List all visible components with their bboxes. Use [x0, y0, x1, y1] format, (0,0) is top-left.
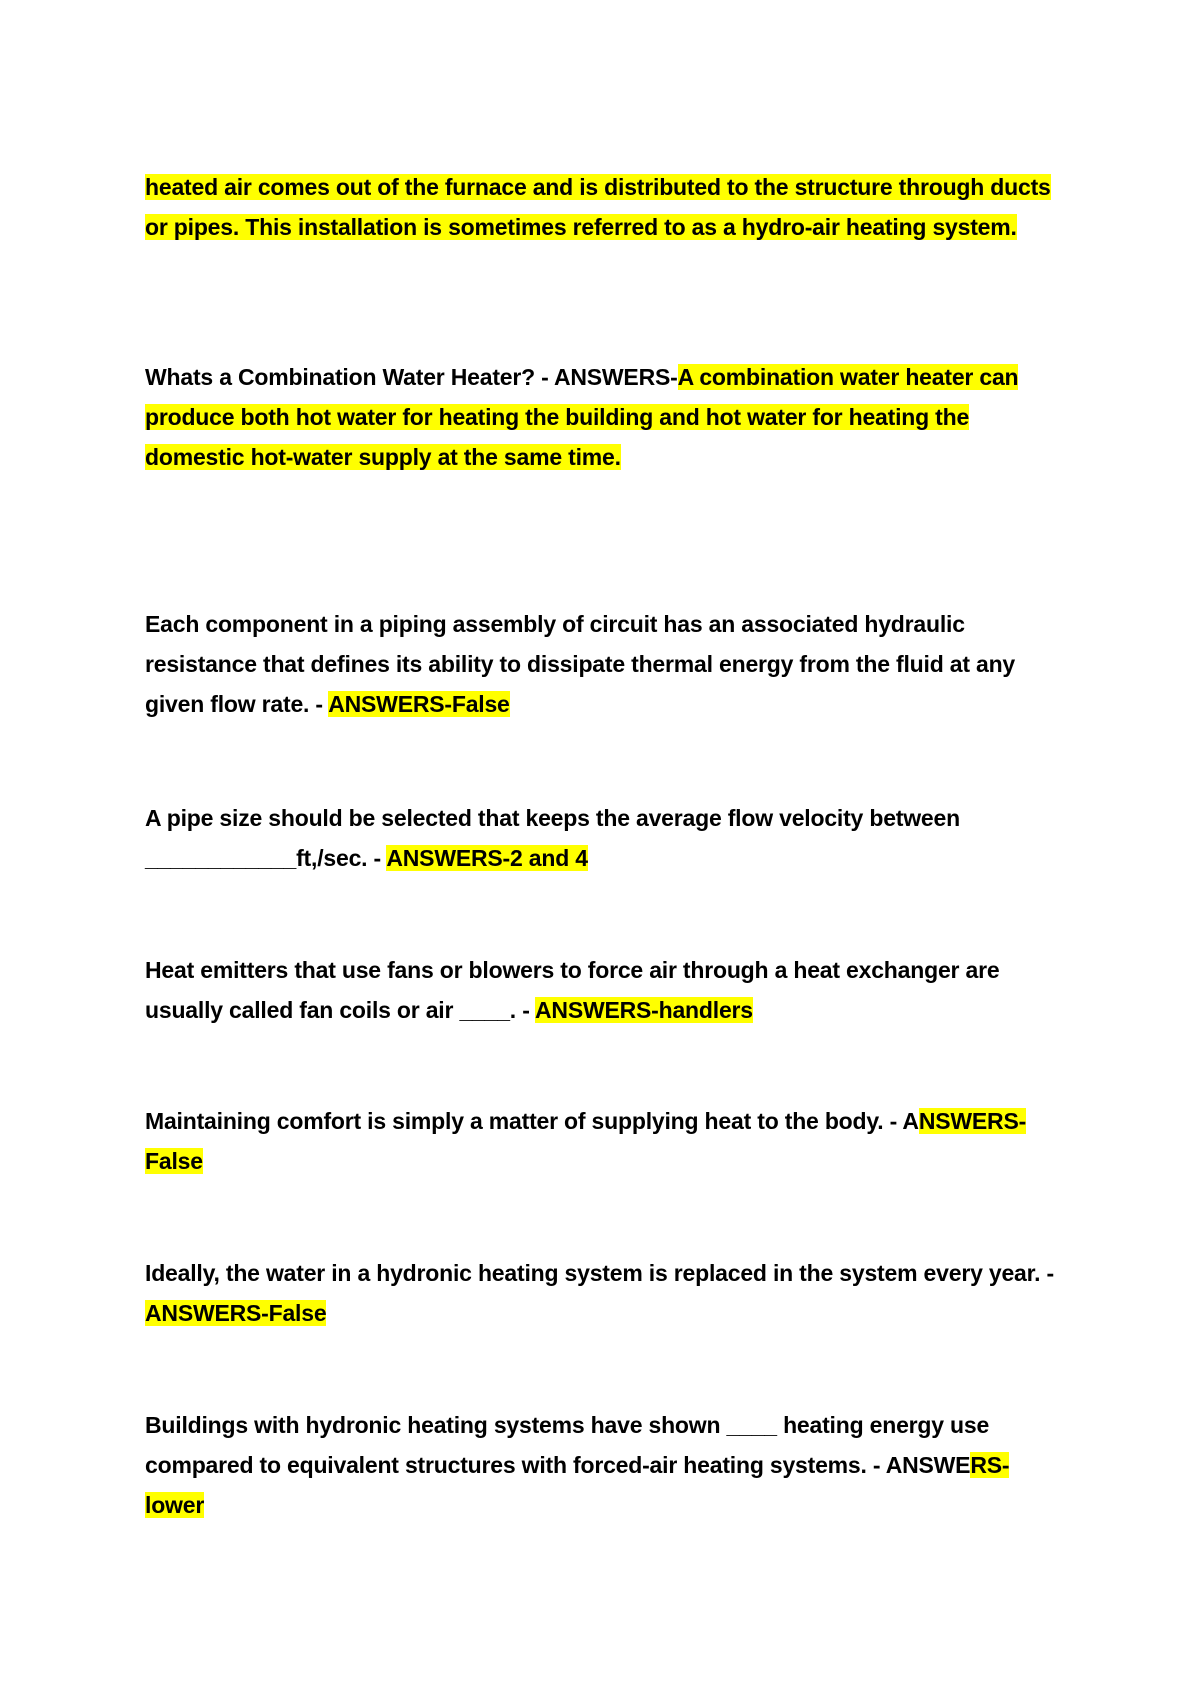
highlighted-answer: ANSWERS-False — [145, 1300, 327, 1326]
highlighted-answer: heated air comes out of the furnace and is distributed to the structure through ducts or pipes. This installation is sometimes referred to as a hydro-air heating system. — [145, 174, 1051, 240]
highlighted-answer: ANSWERS-2 and 4 — [386, 845, 588, 871]
highlighted-answer: NSWERS-False — [145, 1108, 1027, 1174]
question-text: Ideally, the water in a hydronic heating system is replaced in the system every year. - — [145, 1260, 1054, 1286]
qa-block-hydraulic-resistance — [145, 604, 1065, 724]
highlighted-answer: ANSWERS-handlers — [535, 997, 753, 1023]
question-text: A pipe size should be selected that keeps the average flow velocity between ____________ft,/sec. - — [145, 805, 960, 871]
question-text: Heat emitters that use fans or blowers to force air through a heat exchanger are usually called fan coils or air ____. - — [145, 957, 1000, 1023]
qa-block-hydro-air — [145, 167, 1065, 247]
question-text: Buildings with hydronic heating systems have shown ____ heating energy use compared to equivalent structures with forced-air heating systems. - ANSWE — [145, 1412, 990, 1478]
question-text: Each component in a piping assembly of circuit has an associated hydraulic resistance that defines its ability to dissipate thermal energy from the fluid at any given flow rate. - — [145, 611, 1016, 717]
qa-block-heat-emitters — [145, 950, 1065, 1030]
qa-block-maintaining-comfort — [145, 1101, 1065, 1181]
question-text: Maintaining comfort is simply a matter of supplying heat to the body. - A — [145, 1108, 919, 1134]
qa-block-water-replaced — [145, 1253, 1065, 1333]
highlighted-answer: A combination water heater can produce both hot water for heating the building and hot water for heating the domestic hot-water supply at the same time. — [145, 364, 1019, 470]
qa-block-energy-use — [145, 1405, 1065, 1525]
question-text: Whats a Combination Water Heater? - ANSWERS- — [145, 364, 678, 390]
qa-block-pipe-size — [145, 798, 1065, 878]
highlighted-answer: RS-lower — [145, 1452, 1010, 1518]
qa-block-combination-water-heater — [145, 357, 1065, 477]
highlighted-answer: ANSWERS-False — [328, 691, 510, 717]
